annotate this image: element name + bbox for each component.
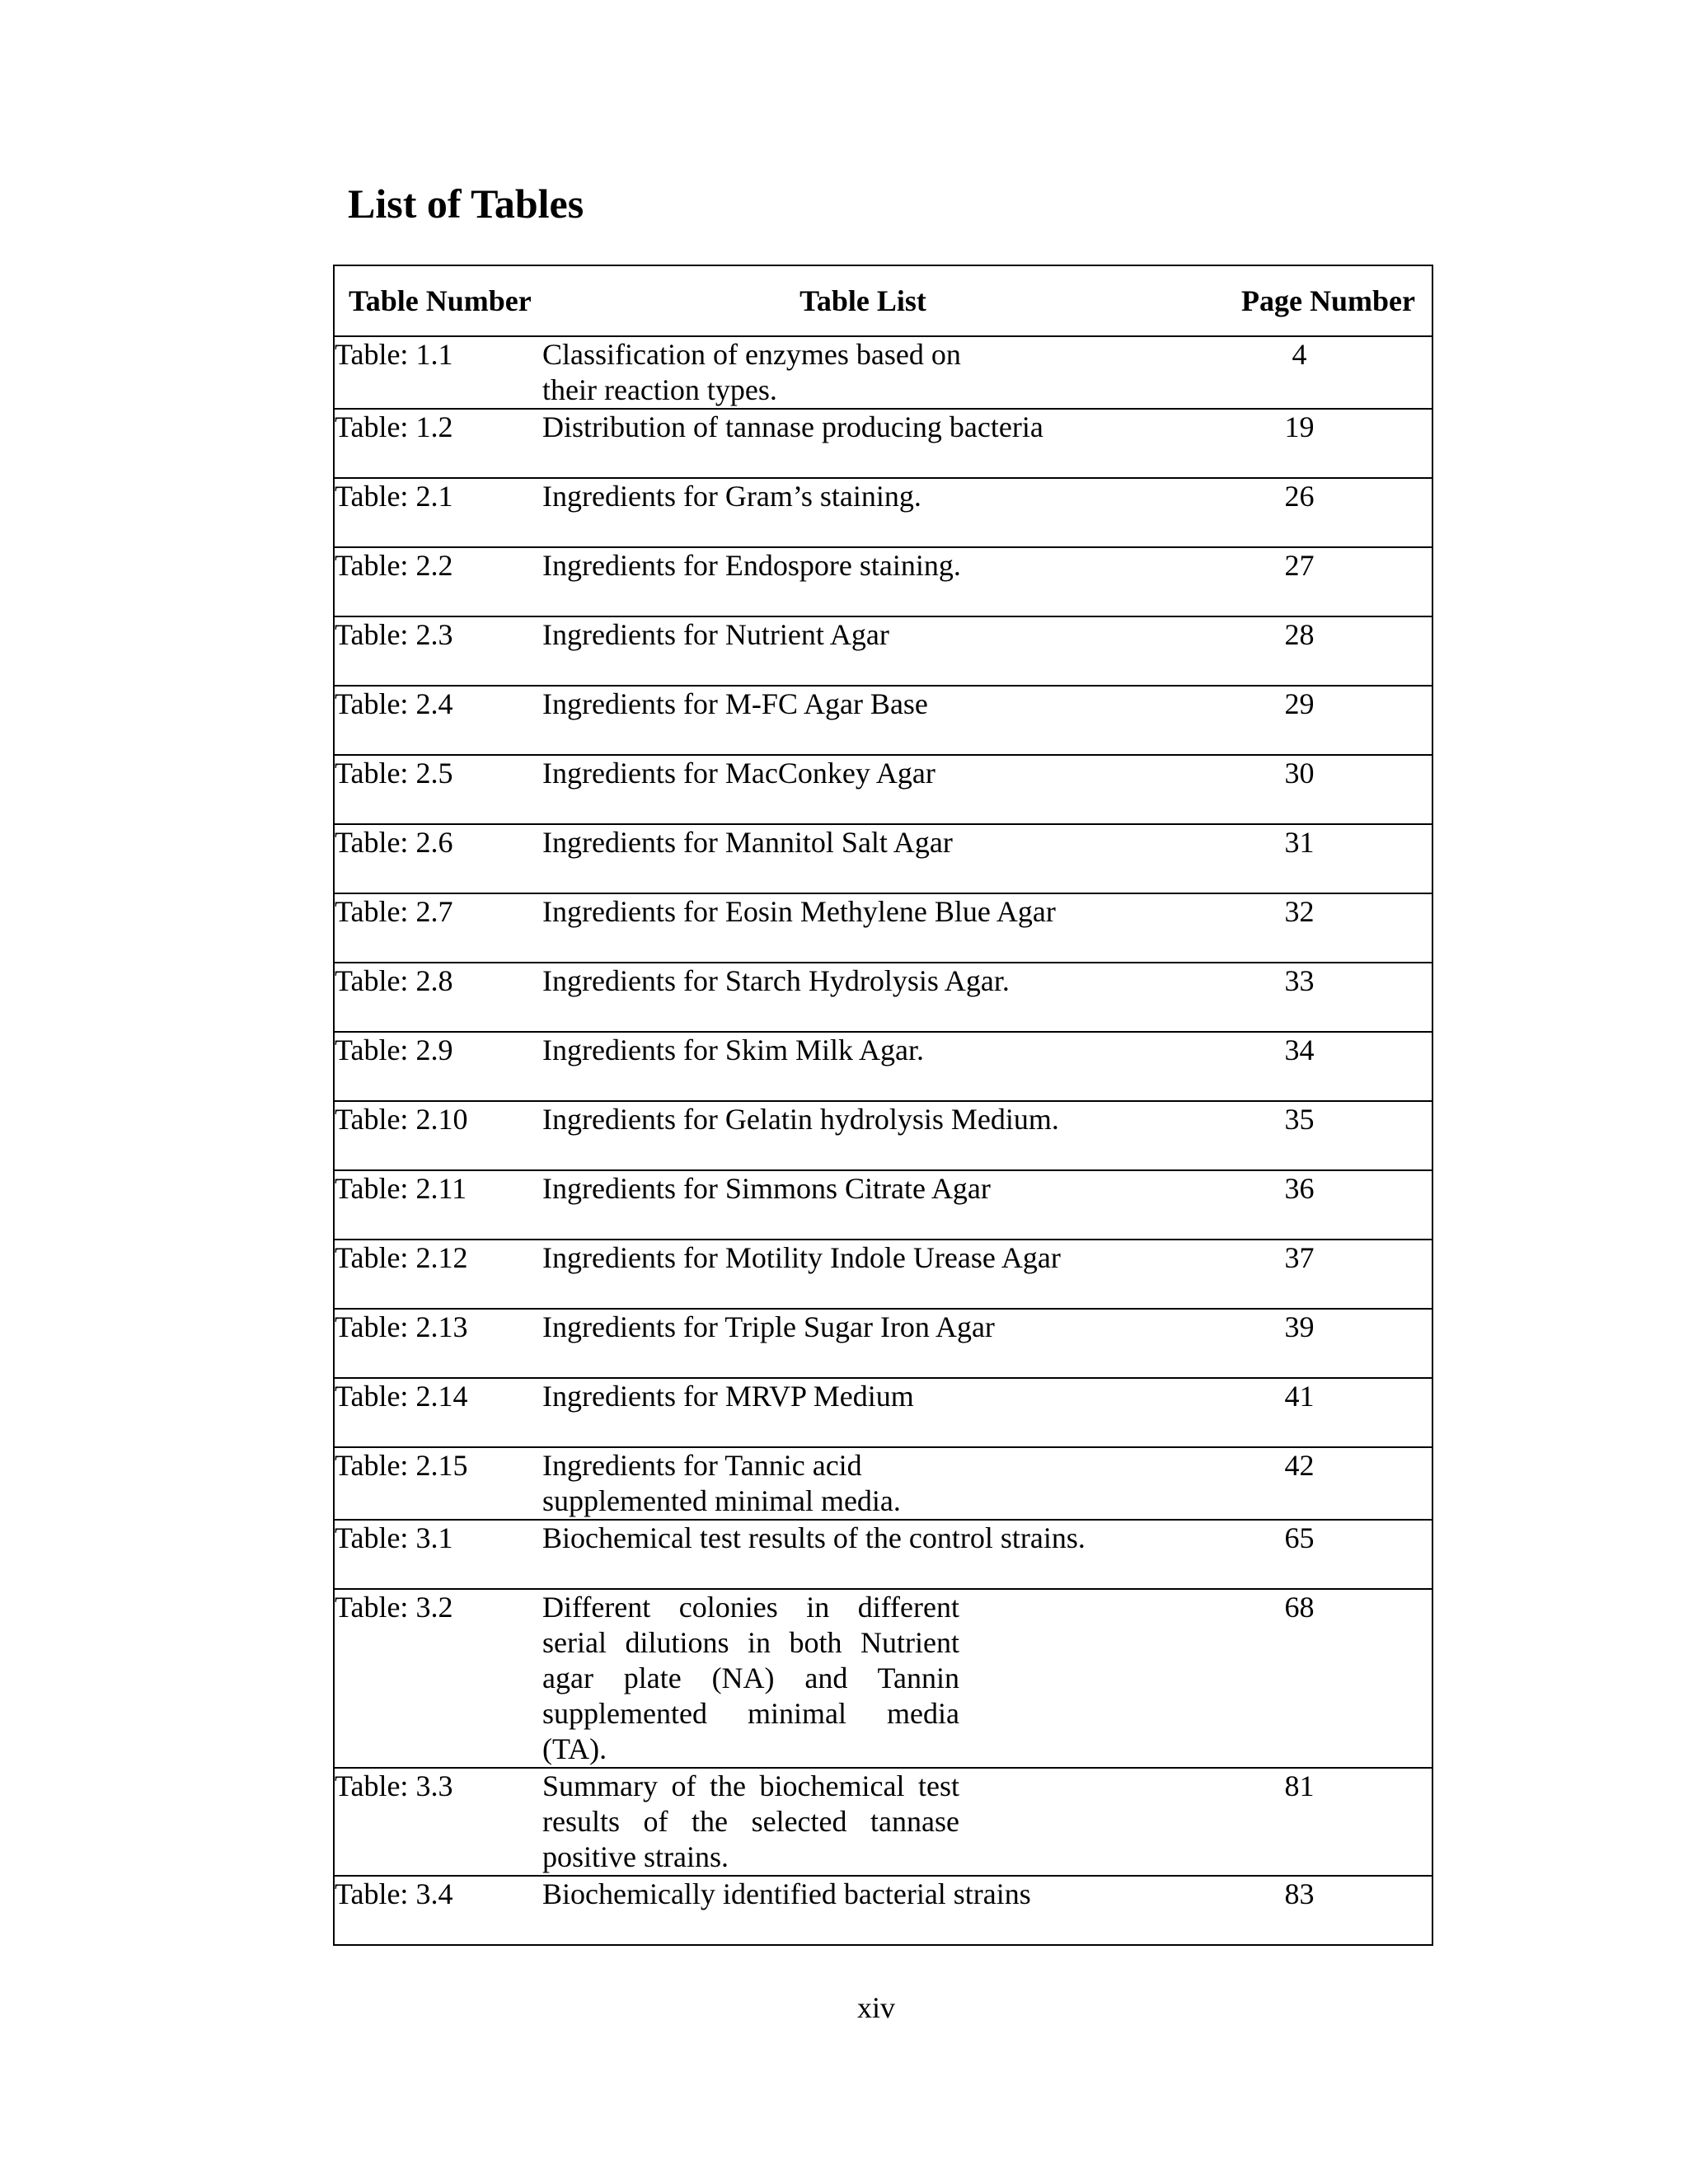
table-title-cell: Ingredients for Endospore staining.: [542, 547, 1167, 616]
table-title-cell: Ingredients for Mannitol Salt Agar: [542, 824, 1167, 893]
table-number-cell: Table: 3.3: [334, 1768, 542, 1876]
table-row: [334, 1589, 1432, 1768]
table-row: [334, 547, 1432, 616]
page-number-cell: 36: [1167, 1170, 1432, 1240]
table-number-cell: Table: 2.11: [334, 1170, 542, 1240]
page-number-cell: 29: [1167, 686, 1432, 755]
page-number-cell: 33: [1167, 963, 1432, 1032]
table-row: [334, 686, 1432, 755]
page-number-cell: 37: [1167, 1240, 1432, 1309]
page-number-cell: 28: [1167, 616, 1432, 686]
page-number-cell: 68: [1167, 1589, 1432, 1768]
page-title: List of Tables: [348, 180, 584, 227]
table-title-cell: Classification of enzymes based on their reaction types.: [542, 336, 1167, 409]
table-row: [334, 893, 1432, 963]
page-number-cell: 35: [1167, 1101, 1432, 1170]
page-number-cell: 27: [1167, 547, 1432, 616]
page-number-cell: 34: [1167, 1032, 1432, 1101]
page-number-cell: 26: [1167, 478, 1432, 547]
table-row: [334, 1378, 1432, 1447]
table-number-cell: Table: 2.3: [334, 616, 542, 686]
page-number-cell: 19: [1167, 409, 1432, 478]
table-row: [334, 963, 1432, 1032]
table-title-cell: Ingredients for Tannic acid supplemented minimal media.: [542, 1447, 1167, 1520]
table-row: [334, 409, 1432, 478]
table-row: [334, 755, 1432, 824]
table-number-cell: Table: 2.6: [334, 824, 542, 893]
table-title-cell: Biochemically identified bacterial strains: [542, 1876, 1167, 1945]
table-row: [334, 1101, 1432, 1170]
table-number-cell: Table: 2.12: [334, 1240, 542, 1309]
page-number-cell: 39: [1167, 1309, 1432, 1378]
table-row: [334, 1309, 1432, 1378]
table-row: [334, 1032, 1432, 1101]
table-title-cell: Ingredients for Nutrient Agar: [542, 616, 1167, 686]
table-title-cell: Ingredients for Simmons Citrate Agar: [542, 1170, 1167, 1240]
table-row: [334, 616, 1432, 686]
table-row: [334, 1447, 1432, 1520]
table-title-cell: Summary of the biochemical test results of the selected tannase positive strains.: [542, 1768, 1167, 1876]
table-number-cell: Table: 2.14: [334, 1378, 542, 1447]
page-number-cell: 30: [1167, 755, 1432, 824]
page-number: xiv: [857, 1991, 896, 2024]
table-title-cell: Ingredients for M-FC Agar Base: [542, 686, 1167, 755]
page-number-cell: 81: [1167, 1768, 1432, 1876]
table-row: [334, 824, 1432, 893]
table-number-cell: Table: 2.15: [334, 1447, 542, 1520]
table-number-cell: Table: 2.4: [334, 686, 542, 755]
page-number-cell: 31: [1167, 824, 1432, 893]
table-row: [334, 1240, 1432, 1309]
table-row: [334, 1876, 1432, 1945]
table-title-cell: Ingredients for Gelatin hydrolysis Medium.: [542, 1101, 1167, 1170]
table-number-cell: Table: 2.10: [334, 1101, 542, 1170]
table-row: [334, 336, 1432, 409]
table-number-cell: Table: 2.9: [334, 1032, 542, 1101]
table-number-cell: Table: 1.1: [334, 336, 542, 409]
page-number-cell: 42: [1167, 1447, 1432, 1520]
table-header-row: [334, 265, 1432, 336]
table-number-cell: Table: 2.7: [334, 893, 542, 963]
page-number-cell: 4: [1167, 336, 1432, 409]
column-header-table-list: Table List: [542, 265, 1167, 336]
list-of-tables: [333, 265, 1433, 1946]
table-number-cell: Table: 2.1: [334, 478, 542, 547]
table-title-cell: Different colonies in different serial dilutions in both Nutrient agar plate (NA) and Tannin supplemented minimal media (TA).: [542, 1589, 1167, 1768]
table-number-cell: Table: 2.13: [334, 1309, 542, 1378]
table-title-cell: Ingredients for Gram’s staining.: [542, 478, 1167, 547]
table-title-cell: Ingredients for Motility Indole Urease Agar: [542, 1240, 1167, 1309]
column-header-table-number: Table Number: [334, 265, 542, 336]
table-number-cell: Table: 3.4: [334, 1876, 542, 1945]
table-row: [334, 1768, 1432, 1876]
table-row: [334, 1170, 1432, 1240]
table-title-cell: Ingredients for Skim Milk Agar.: [542, 1032, 1167, 1101]
table-number-cell: Table: 2.8: [334, 963, 542, 1032]
table-title-cell: Ingredients for MRVP Medium: [542, 1378, 1167, 1447]
page-number-cell: 41: [1167, 1378, 1432, 1447]
table-number-cell: Table: 2.2: [334, 547, 542, 616]
page-number-cell: 65: [1167, 1520, 1432, 1589]
table-title-cell: Ingredients for Eosin Methylene Blue Agar: [542, 893, 1167, 963]
table-number-cell: Table: 3.1: [334, 1520, 542, 1589]
table-number-cell: Table: 3.2: [334, 1589, 542, 1768]
table-row: [334, 478, 1432, 547]
table-title-cell: Ingredients for Triple Sugar Iron Agar: [542, 1309, 1167, 1378]
table-row: [334, 1520, 1432, 1589]
table-title-cell: Ingredients for MacConkey Agar: [542, 755, 1167, 824]
table-title-cell: Distribution of tannase producing bacteria: [542, 409, 1167, 478]
table-number-cell: Table: 1.2: [334, 409, 542, 478]
page-number-cell: 83: [1167, 1876, 1432, 1945]
table-number-cell: Table: 2.5: [334, 755, 542, 824]
page-number-cell: 32: [1167, 893, 1432, 963]
table-title-cell: Ingredients for Starch Hydrolysis Agar.: [542, 963, 1167, 1032]
column-header-page-number: Page Number: [1167, 265, 1432, 336]
table-title-cell: Biochemical test results of the control strains.: [542, 1520, 1167, 1589]
